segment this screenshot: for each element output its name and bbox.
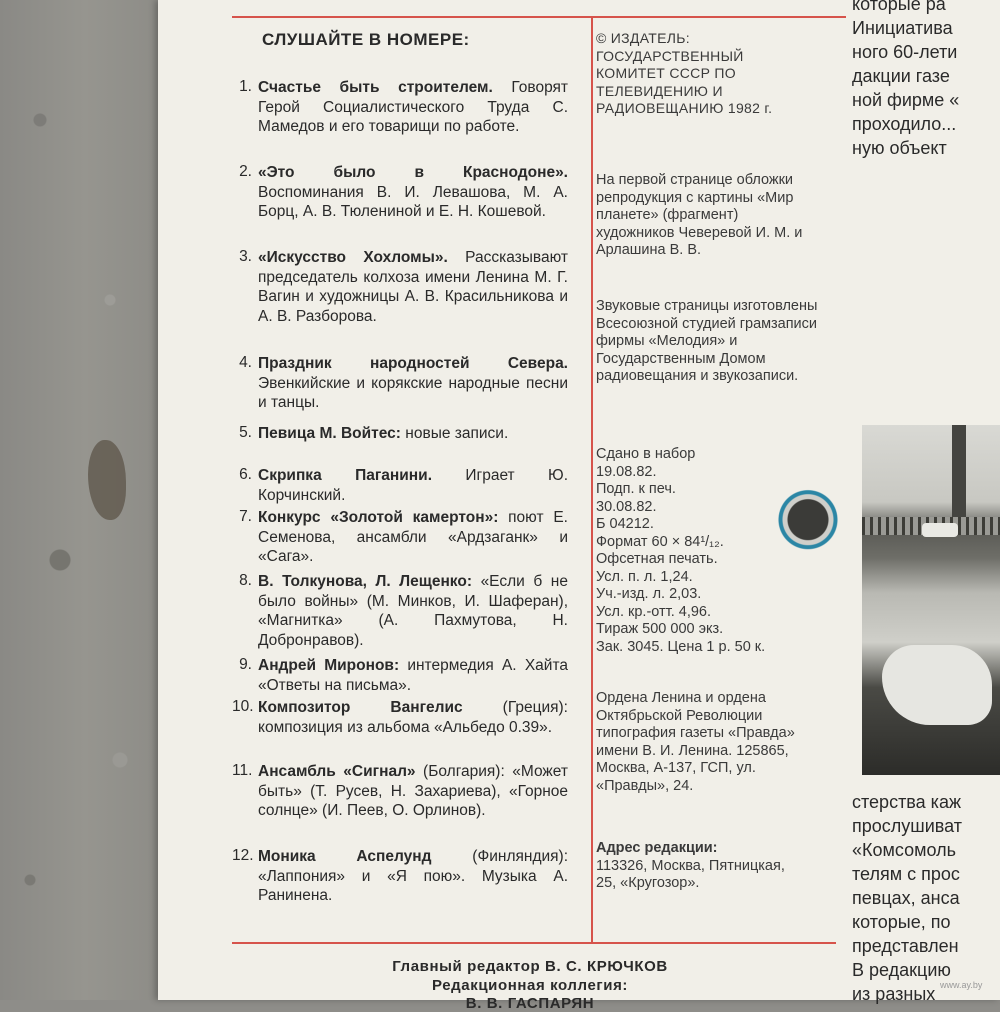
- publisher-block: © ИЗДАТЕЛЬ: ГОСУДАРСТВЕННЫЙ КОМИТЕТ СССР ПО ТЕЛЕВИДЕНИЮ И РАДИОВЕЩАНИЮ 1982 г.: [596, 30, 773, 116]
- edge-line: которые, по: [852, 912, 951, 932]
- contents-heading: СЛУШАЙТЕ В НОМЕРЕ:: [262, 30, 470, 49]
- item-title: «Искусство Хохломы».: [258, 249, 448, 266]
- edge-line: ной фирме «: [852, 90, 960, 110]
- address-label: Адрес редакции:: [596, 840, 718, 856]
- item-text: [258, 572, 568, 650]
- item-text: [258, 163, 568, 222]
- address-block: [596, 840, 786, 893]
- print-line: 30.08.82.: [596, 498, 657, 515]
- sound-note: Звуковые страницы изготовлены Всесоюзной студией грамзаписи фирмы «Мелодия» и Государственным Домом радиовещания и звукозаписи.: [596, 298, 818, 384]
- item-desc: Эвенкийские и корякские народные песни и танцы.: [258, 374, 568, 411]
- item-text: [258, 78, 568, 137]
- item-number: 8.: [239, 572, 252, 589]
- printer-block: Ордена Ленина и ордена Октябрьской Революции типография газеты «Правда» имени В. И. Ленина. 125865, Москва, А-137, ГСП, ул. «Правды», 24.: [596, 690, 795, 794]
- edge-line: Инициатива: [852, 18, 953, 38]
- edge-line: дакции газе: [852, 66, 950, 86]
- photo-figure: [882, 645, 992, 725]
- column-divider: [591, 16, 593, 942]
- bottom-rule: [232, 942, 836, 944]
- item-title: Моника Аспелунд: [258, 848, 432, 865]
- address-text: 113326, Москва, Пятницкая, 25, «Кругозор».: [596, 857, 785, 891]
- print-line: Зак. 3045. Цена 1 р. 50 к.: [596, 638, 766, 655]
- print-line: Подп. к печ.: [596, 481, 676, 497]
- item-desc: Играет Ю. Корчинский.: [258, 467, 569, 504]
- item-number: 4.: [239, 354, 252, 371]
- edge-line: проходило...: [852, 114, 957, 134]
- item-number: 11.: [232, 762, 253, 779]
- print-line: Усл. кр.-отт. 4,96.: [596, 603, 712, 620]
- item-text: [258, 508, 568, 567]
- item-text: [258, 466, 568, 505]
- photo-car: [922, 523, 958, 537]
- edge-line: представлен: [852, 936, 959, 956]
- item-title: Певица М. Войтес:: [258, 425, 401, 442]
- edge-line: «Комсомоль: [852, 840, 956, 860]
- item-title: Композитор Вангелис: [258, 699, 463, 716]
- item-desc: (Греция): композиция из альбома «Альбедо 0.39».: [258, 699, 568, 736]
- print-line: 19.08.82.: [596, 463, 657, 480]
- print-line: Сдано в набор: [596, 446, 696, 462]
- punch-hole: [778, 488, 838, 554]
- item-number: 2.: [239, 163, 252, 180]
- item-text: [258, 656, 568, 695]
- item-title: Конкурс «Золотой камертон»:: [258, 509, 499, 526]
- edge-line: певцах, анса: [852, 888, 960, 908]
- item-number: 1.: [239, 78, 252, 95]
- adjacent-column-top: [852, 0, 1000, 160]
- item-title: Счастье быть строителем.: [258, 79, 493, 96]
- item-number: 12.: [232, 847, 254, 864]
- watermark: www.ay.by: [940, 980, 983, 990]
- edge-line: стерства каж: [852, 792, 962, 812]
- edge-line: ную объект: [852, 138, 947, 158]
- print-line: Усл. п. л. 1,24.: [596, 568, 693, 585]
- item-title: Ансамбль «Сигнал»: [258, 763, 416, 780]
- chief-editor-line: Главный редактор В. С. КРЮЧКОВ: [392, 958, 668, 975]
- item-desc: Говорят Герой Социалистического Труда С. Мамедов и его товарищи по работе.: [258, 79, 569, 135]
- edge-line: В редакцию: [852, 960, 951, 980]
- item-title: «Это было в Краснодоне».: [258, 164, 568, 181]
- item-desc: интермедия А. Хайта «Ответы на письма».: [258, 657, 568, 694]
- item-title: В. Толкунова, Л. Лещенко:: [258, 573, 472, 590]
- item-text: [258, 847, 568, 906]
- item-desc: (Финляндия): «Лаппония» и «Я пою». Музыка А. Ранинена.: [258, 848, 569, 904]
- edge-line: из разных: [852, 984, 936, 1004]
- photo-tower: [952, 425, 966, 530]
- item-title: Скрипка Паганини.: [258, 467, 433, 484]
- item-title: Праздник народностей Севера.: [258, 355, 568, 372]
- item-text: [258, 354, 568, 413]
- print-line: Уч.-изд. л. 2,03.: [596, 586, 702, 602]
- item-desc: новые записи.: [400, 425, 509, 442]
- print-line: Формат 60 × 84¹/₁₂.: [596, 533, 724, 550]
- item-desc: Рассказывают председатель колхоза имени Ленина М. Г. Вагин и художницы А. В. Красильникова и А. В. Разборова.: [258, 249, 568, 325]
- item-number: 7.: [239, 508, 252, 525]
- item-text: [258, 698, 568, 737]
- board-member-line: В. В. ГАСПАРЯН: [465, 995, 595, 1012]
- adjacent-column-bottom: [852, 790, 1000, 1004]
- editorial-board-line: Редакционная коллегия:: [431, 977, 629, 994]
- edge-line: прослушиват: [852, 816, 962, 836]
- edge-line: которые ра: [852, 0, 946, 14]
- print-line: Тираж 500 000 экз.: [596, 621, 724, 637]
- print-line: Офсетная печать.: [596, 551, 718, 567]
- edge-line: ного 60-лети: [852, 42, 958, 62]
- item-desc: «Если б не было войны» (М. Минков, И. Шаферан), «Магнитка» (А. Пахмутова, Н. Добронравов).: [258, 573, 568, 649]
- concrete-background: [0, 0, 170, 1000]
- item-text: [258, 248, 568, 326]
- item-number: 9.: [239, 656, 252, 673]
- item-text: [258, 762, 568, 821]
- edge-line: телям с прос: [852, 864, 960, 884]
- item-number: 6.: [239, 466, 252, 483]
- item-text: [258, 424, 568, 444]
- item-number: 10.: [232, 698, 254, 715]
- top-rule: [232, 16, 846, 18]
- item-number: 3.: [239, 248, 252, 265]
- cover-note: На первой странице обложки репродукция с картины «Мир планете» (фрагмент) художников Чеверевой И. М. и Арлашина В. В.: [596, 172, 803, 258]
- item-desc: поют Е. Семенова, ансамбли «Ардзаганк» и «Сага».: [258, 509, 568, 565]
- item-title: Андрей Миронов:: [258, 657, 400, 674]
- print-line: Б 04212.: [596, 516, 654, 532]
- item-number: 5.: [239, 424, 252, 441]
- item-desc: (Болгария): «Может быть» (Т. Русев, Н. Захариева), «Горное солнце» (И. Пеев, О. Орлинов).: [258, 763, 568, 819]
- item-desc: Воспоминания В. И. Левашова, М. А. Борц, А. В. Тюлениной и Е. Н. Кошевой.: [258, 183, 568, 220]
- halftone-photo: [862, 425, 1000, 775]
